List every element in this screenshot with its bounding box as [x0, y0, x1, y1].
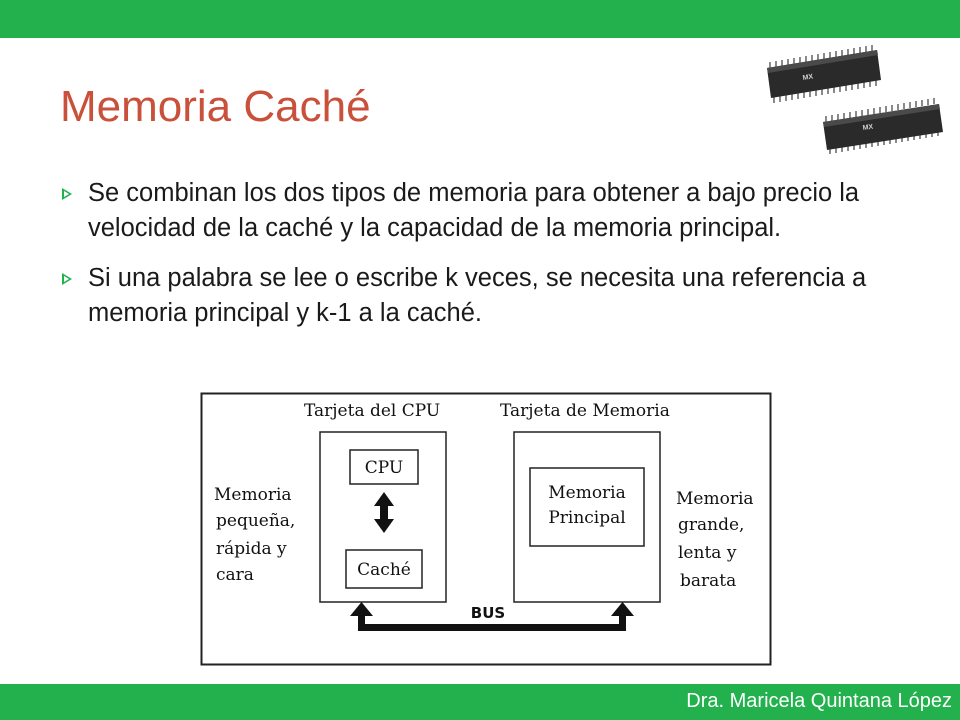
left-note-line2: pequeña,	[216, 511, 296, 531]
memory-diagram	[200, 392, 772, 666]
bullet-item	[62, 176, 902, 246]
right-note-line3: lenta y	[678, 543, 737, 563]
cpu-card-label: Tarjeta del CPU	[304, 401, 441, 421]
top-accent-bar	[0, 0, 960, 38]
svg-text:MX: MX	[862, 123, 874, 132]
left-note-line4: cara	[216, 565, 254, 585]
bullet-list	[62, 176, 902, 346]
main-memory-label-line2: Principal	[548, 508, 626, 528]
chip-top	[767, 45, 881, 103]
chip-bottom	[823, 98, 943, 154]
right-note-line2: grande,	[678, 515, 745, 535]
arrow-bullet-icon	[62, 188, 72, 200]
memory-chips-image	[763, 44, 948, 154]
main-memory-label-line1: Memoria	[548, 483, 626, 503]
left-note-line1: Memoria	[214, 485, 292, 505]
left-note-line3: rápida y	[216, 539, 287, 559]
cpu-label: CPU	[364, 458, 404, 478]
cache-label: Caché	[357, 560, 411, 580]
footer-author: Dra. Maricela Quintana López	[686, 690, 952, 712]
right-note-line4: barata	[680, 571, 737, 591]
svg-text:MX: MX	[802, 73, 814, 82]
bullet-text: Si una palabra se lee o escribe k veces, se necesita una referencia a memoria principal y k-1 a la caché.	[88, 264, 867, 327]
memory-card-label: Tarjeta de Memoria	[500, 401, 670, 421]
arrow-bullet-icon	[62, 273, 72, 285]
bullet-text: Se combinan los dos tipos de memoria para obtener a bajo precio la velocidad de la caché y la capacidad de la memoria principal.	[88, 179, 860, 242]
bus-label: BUS	[470, 604, 506, 622]
bullet-item	[62, 261, 902, 331]
slide-title: Memoria Caché	[60, 82, 371, 131]
right-note-line1: Memoria	[676, 489, 754, 509]
